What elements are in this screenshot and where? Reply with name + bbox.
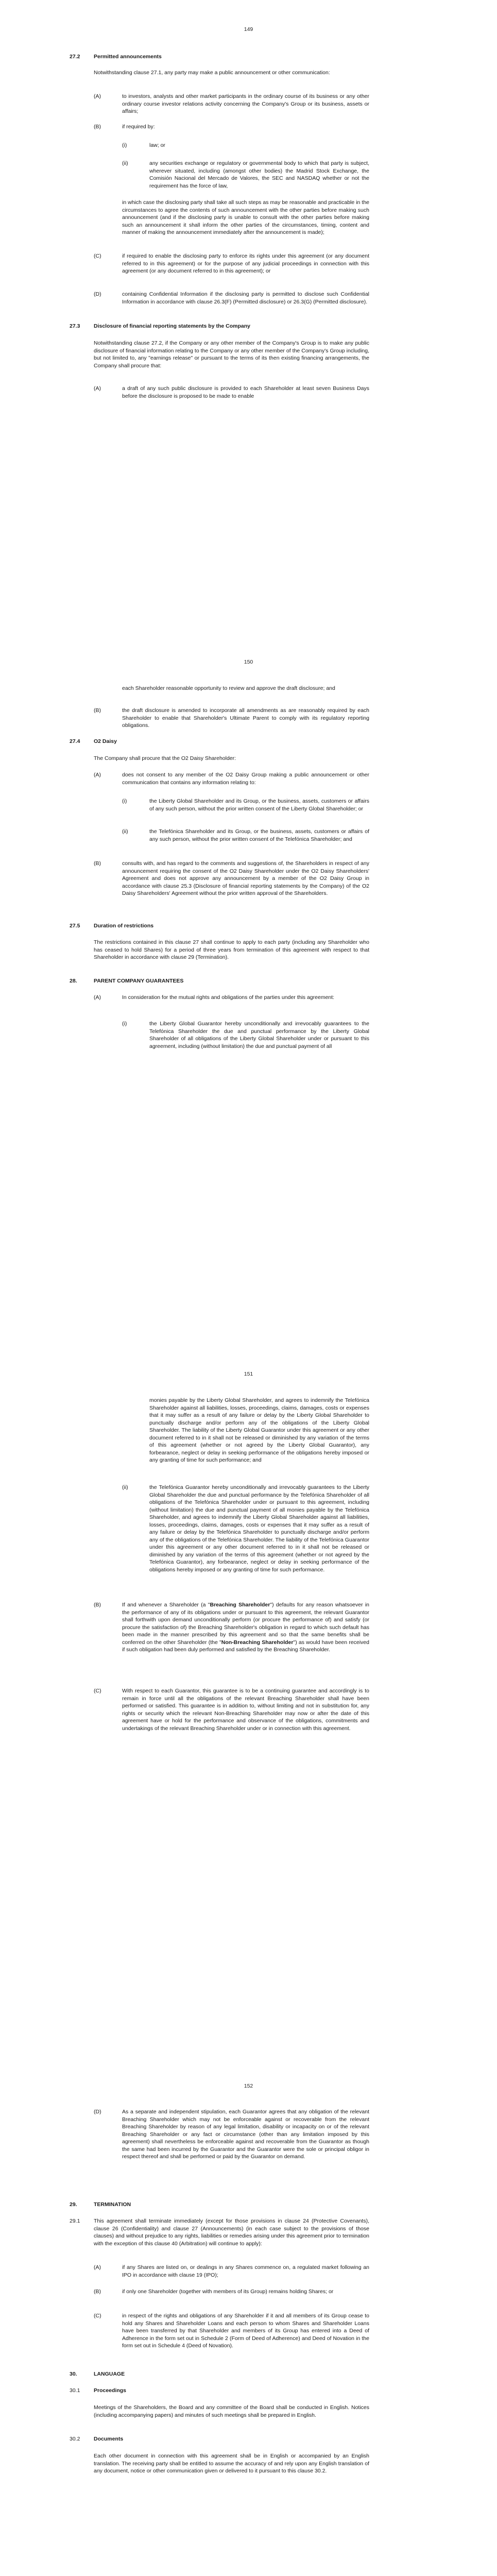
- item-label: (A): [94, 385, 101, 392]
- item-text: a draft of any such public disclosure is provided to each Shareholder at least seven Business Days before the disclosure is proposed to be made to enable: [122, 385, 369, 399]
- item-text: consults with, and has regard to the comments and suggestions of, the Shareholders in respect of any announcement requiring the consent of the O2 Daisy Shareholder under the O2 Daisy Shareholders' Agreement and does not approve any announcement by a member of the O2 Daisy Group in accordance with clause 25.3 (Disclosure of financial reporting statements by the Company) of the O2 Daisy Shareholders' Agreement without the prior written approval of the Shareholders.: [122, 860, 369, 896]
- subclause-number: 30.1: [70, 2387, 80, 2394]
- item-text: containing Confidential Information if the disclosing party is permitted to disclose such Confidential Information in accordance with clause 26.3(F) (Permitted disclosure) or 26.3(G) (Permitted disclosure).: [122, 291, 369, 305]
- clause-text: The restrictions contained in this clause 27 shall continue to apply to each party (including any Shareholder who has ceased to hold Shares) for a period of three years from termination of this agreement with respect to that Shareholder in accordance with clause 29 (Termination).: [94, 939, 369, 960]
- item-label: (A): [94, 994, 101, 1001]
- item-text: if required to enable the disclosing party to enforce its rights under this agreement (or any document referred to in this agreement) or for the purpose of any judicial proceedings in connection with this agreement (or any document referred to in this agreement); or: [122, 253, 369, 274]
- item-text: if only one Shareholder (together with members of its Group) remains holding Shares; or: [122, 2289, 334, 2295]
- page-number: 152: [244, 2083, 253, 2089]
- defined-term: Breaching Shareholder: [210, 1602, 270, 1608]
- subclause-heading: Documents: [94, 2436, 124, 2442]
- item-text: In consideration for the mutual rights and obligations of the parties under this agreement:: [122, 994, 335, 1001]
- clause-number: 27.3: [70, 323, 80, 329]
- subitem-label: (ii): [122, 160, 128, 166]
- subclause-heading: Proceedings: [94, 2387, 127, 2394]
- item-label: (A): [94, 93, 101, 99]
- defined-term: Non-Breaching Shareholder: [221, 1639, 294, 1646]
- item-continuation: each Shareholder reasonable opportunity to review and approve the draft disclosure; and: [122, 685, 335, 691]
- item-text: [122, 1601, 369, 1654]
- subitem-label: (i): [122, 798, 127, 804]
- page-number: 150: [244, 659, 253, 665]
- item-text: in respect of the rights and obligations of any Shareholder if it and all members of its Group cease to hold any Shares and Shareholder Loans and each person to whom Shares and Shareholder Loans have been transferred by that Shareholder and members of its Group has entered into a Deed of Adherence in the form set out in Schedule 2 (Form of Deed of Adherence) and Deed of Novation in the form set out in Schedule 4 (Deed of Novation).: [122, 2313, 369, 2349]
- clause-heading: O2 Daisy: [94, 738, 117, 744]
- subclause-number: 29.1: [70, 2218, 80, 2224]
- item-text: if any Shares are listed on, or dealings in any Shares commence on, a regulated market following an IPO in accordance with clause 19 (IPO);: [122, 2264, 369, 2278]
- clause-intro: Notwithstanding clause 27.2, if the Company or any other member of the Company's Group is to make any public disclosure of financial information relating to the Company or any other member of the Company's Group including, but not limited to, any "earnings release" or pursuant to the terms of its then existing financing arrangements, the Company shall procure that:: [94, 340, 369, 369]
- page-number: 151: [244, 1371, 253, 1377]
- text-run: If and whenever a Shareholder (a ": [122, 1602, 210, 1608]
- item-text: does not consent to any member of the O2 Daisy Group making a public announcement or other communication that contains any information relating to:: [122, 772, 369, 786]
- subclause-text: Meetings of the Shareholders, the Board and any committee of the Board shall be conducted in English. Notices (including accompanying papers) and minutes of such meetings shall be prepared in English.: [94, 2404, 369, 2418]
- item-label: (B): [94, 2289, 101, 2295]
- item-text: With respect to each Guarantor, this guarantee is to be a continuing guarantee and accordingly is to remain in force until all the obligations of the relevant Breaching Shareholder shall have been performed or satisfied. This guarantee is in addition to, without limiting and not in substitution for, any rights or security which the relevant Non-Breaching Shareholder may now or after the date of this agreement have or hold for the performance and observance of the obligations, commitments and undertakings of the relevant Breaching Shareholder under or in connection with this agreement.: [122, 1688, 369, 1732]
- text-run: ") defaults for any reason whatsoever in the performance of any of its obligations under or pursuant to this agreement, the relevant Guarantor shall forthwith upon demand unconditionally perform (or procure the performance of) and satisfy (or procure the satisfaction of) the Breaching Shareholder's obligation in regard to which such default has been made in the manner prescribed by this agreement and so that the same benefits shall be conferred on the other Shareholder (the ": [122, 1602, 370, 1646]
- subitem-label: (ii): [122, 828, 128, 835]
- clause-heading: Duration of restrictions: [94, 923, 154, 929]
- item-label: (A): [94, 2264, 101, 2270]
- text-run: ") as would have been received if such obligation had been duly performed and satisfied by the Breaching Shareholder.: [122, 1639, 369, 1653]
- clause-intro: Notwithstanding clause 27.1, any party may make a public announcement or other communication:: [94, 70, 330, 76]
- subitem-text: the Liberty Global Guarantor hereby unconditionally and irrevocably guarantees to the Telefónica Shareholder the due and punctual performance by the Liberty Global Shareholder of all obligations of the Liberty Global Shareholder under or pursuant to this agreement, including (without limitation) the due and punctual payment of all: [149, 1021, 369, 1049]
- clause-number: 27.2: [70, 54, 80, 60]
- page-number: 149: [244, 26, 253, 32]
- subclause-text: Each other document in connection with this agreement shall be in English or accompanied by an English translation. The receiving party shall be entitled to assume the accuracy of and rely upon any English translation of any document, notice or other communication given or delivered to it pursuant to this clause 30.2.: [94, 2453, 369, 2474]
- clause-number: 27.4: [70, 738, 80, 744]
- item-label: (C): [94, 1688, 101, 1694]
- subitem-label: (ii): [122, 1484, 128, 1490]
- item-label: (B): [94, 1602, 101, 1608]
- clause-number: 28.: [70, 978, 77, 984]
- subitem-text: the Telefónica Shareholder and its Group, or the business, assets, customers or affairs of any such person, without the prior written consent of the Telefónica Shareholder; and: [149, 828, 369, 842]
- item-text: to investors, analysts and other market participants in the ordinary course of its business or any other ordinary course investor relations activity concerning the Company's Group or its business, assets or affairs;: [122, 93, 369, 114]
- item-label: (A): [94, 772, 101, 778]
- item-text: if required by:: [122, 124, 155, 130]
- item-label: (C): [94, 2313, 101, 2319]
- subitem-text: law; or: [149, 142, 165, 148]
- item-label: (D): [94, 291, 101, 297]
- subitem-label: (i): [122, 1021, 127, 1027]
- clause-number: 29.: [70, 2201, 77, 2208]
- clause-intro: The Company shall procure that the O2 Daisy Shareholder:: [94, 755, 236, 761]
- subitem-text: any securities exchange or regulatory or governmental body to which that party is subject, wherever situated, including (amongst other bodies) the Madrid Stock Exchange, the Comisión Nacional del Mercado de Valores, the SEC and NASDAQ whether or not the requirement has the force of law,: [149, 160, 369, 189]
- clause-heading: TERMINATION: [94, 2201, 131, 2208]
- subitem-continuation: monies payable by the Liberty Global Shareholder, and agrees to indemnify the Telefónica Shareholder against all liabilities, losses, proceedings, claims, damages, costs or expenses that it may suffer as a result of any failure or delay by the Liberty Global Shareholder to punctually discharge and/or perform any of the obligations of the Liberty Global Shareholder. The liability of the Liberty Global Guarantor under this agreement or any other document referred to in it shall not be released or diminished by any variation of the terms of this agreement (whether or not agreed by the Liberty Global Guarantor), any forbearance, neglect or delay in seeking performance of the obligations hereby imposed or any granting of time for such performance; and: [149, 1397, 369, 1463]
- item-text: the draft disclosure is amended to incorporate all amendments as are reasonably required by each Shareholder to enable that Shareholder's Ultimate Parent to comply with its regulatory reporting obligations.: [122, 707, 369, 728]
- item-label: (B): [94, 124, 101, 130]
- item-continuation: in which case the disclosing party shall take all such steps as may be reasonable and practicable in the circumstances to agree the contents of such announcement with the other parties before making such announcement (and if the disclosing party is unable to consult with the other parties before making such an announcement it shall inform the other parties of the circumstances, timing, content and manner of making the announcement immediately after the announcement is made);: [122, 199, 369, 235]
- clause-number: 27.5: [70, 923, 80, 929]
- clause-heading: Disclosure of financial reporting statements by the Company: [94, 323, 250, 329]
- clause-number: 30.: [70, 2371, 77, 2377]
- clause-heading: PARENT COMPANY GUARANTEES: [94, 978, 184, 984]
- subitem-text: the Liberty Global Shareholder and its Group, or the business, assets, customers or affairs of any such person, without the prior written consent of the Liberty Global Shareholder; or: [149, 798, 369, 812]
- item-text: As a separate and independent stipulation, each Guarantor agrees that any obligation of the relevant Breaching Shareholder which may not be enforceable against or recoverable from the relevant Breaching Shareholder by reason of any legal limitation, disability or incapacity on or of the relevant Breaching Shareholder or any fact or circumstance (other than any limitation imposed by this agreement) shall nevertheless be enforceable against and recoverable from the Guarantor as though the same had been incurred by the Guarantor and the Guarantor were the sole or principal obligor in respect thereof and shall be performed or paid by the Guarantor on demand.: [122, 2109, 369, 2160]
- clause-heading: LANGUAGE: [94, 2371, 125, 2377]
- subitem-label: (i): [122, 142, 127, 148]
- subclause-text: This agreement shall terminate immediately (except for those provisions in clause 24 (Protective Covenants), clause 26 (Confidentiality) and clause 27 (Announcements) (in each case subject to the provisions of those clauses) and without prejudice to any rights, liabilities or remedies arising under this agreement prior to termination with the exception of this clause 40 (Arbitration) will continue to apply):: [94, 2218, 369, 2247]
- subclause-number: 30.2: [70, 2436, 80, 2442]
- subitem-text: the Telefónica Guarantor hereby unconditionally and irrevocably guarantees to the Liberty Global Shareholder the due and punctual performance by the Telefónica Shareholder of all obligations of the Telefónica Shareholder under or pursuant to this agreement, including (without limitation) the due and punctual payment of all monies payable by the Telefónica Shareholder, and agrees to indemnify the Liberty Global Shareholder against all liabilities, losses, proceedings, claims, damages, costs or expenses that it may suffer as a result of any failure or delay by the Telefónica Shareholder to punctually discharge and/or perform any of the obligations of the Telefónica Shareholder. The liability of the Telefónica Guarantor under this agreement or any other document referred to in it shall not be released or diminished by any variation of the terms of this agreement (whether or not agreed by the Telefónica Guarantor), any forbearance, neglect or delay in seeking performance of the obligations hereby imposed or any granting of time for such performance.: [149, 1484, 369, 1573]
- item-label: (B): [94, 860, 101, 867]
- clause-heading: Permitted announcements: [94, 54, 162, 60]
- item-label: (C): [94, 253, 101, 259]
- item-label: (B): [94, 707, 101, 714]
- item-label: (D): [94, 2109, 101, 2115]
